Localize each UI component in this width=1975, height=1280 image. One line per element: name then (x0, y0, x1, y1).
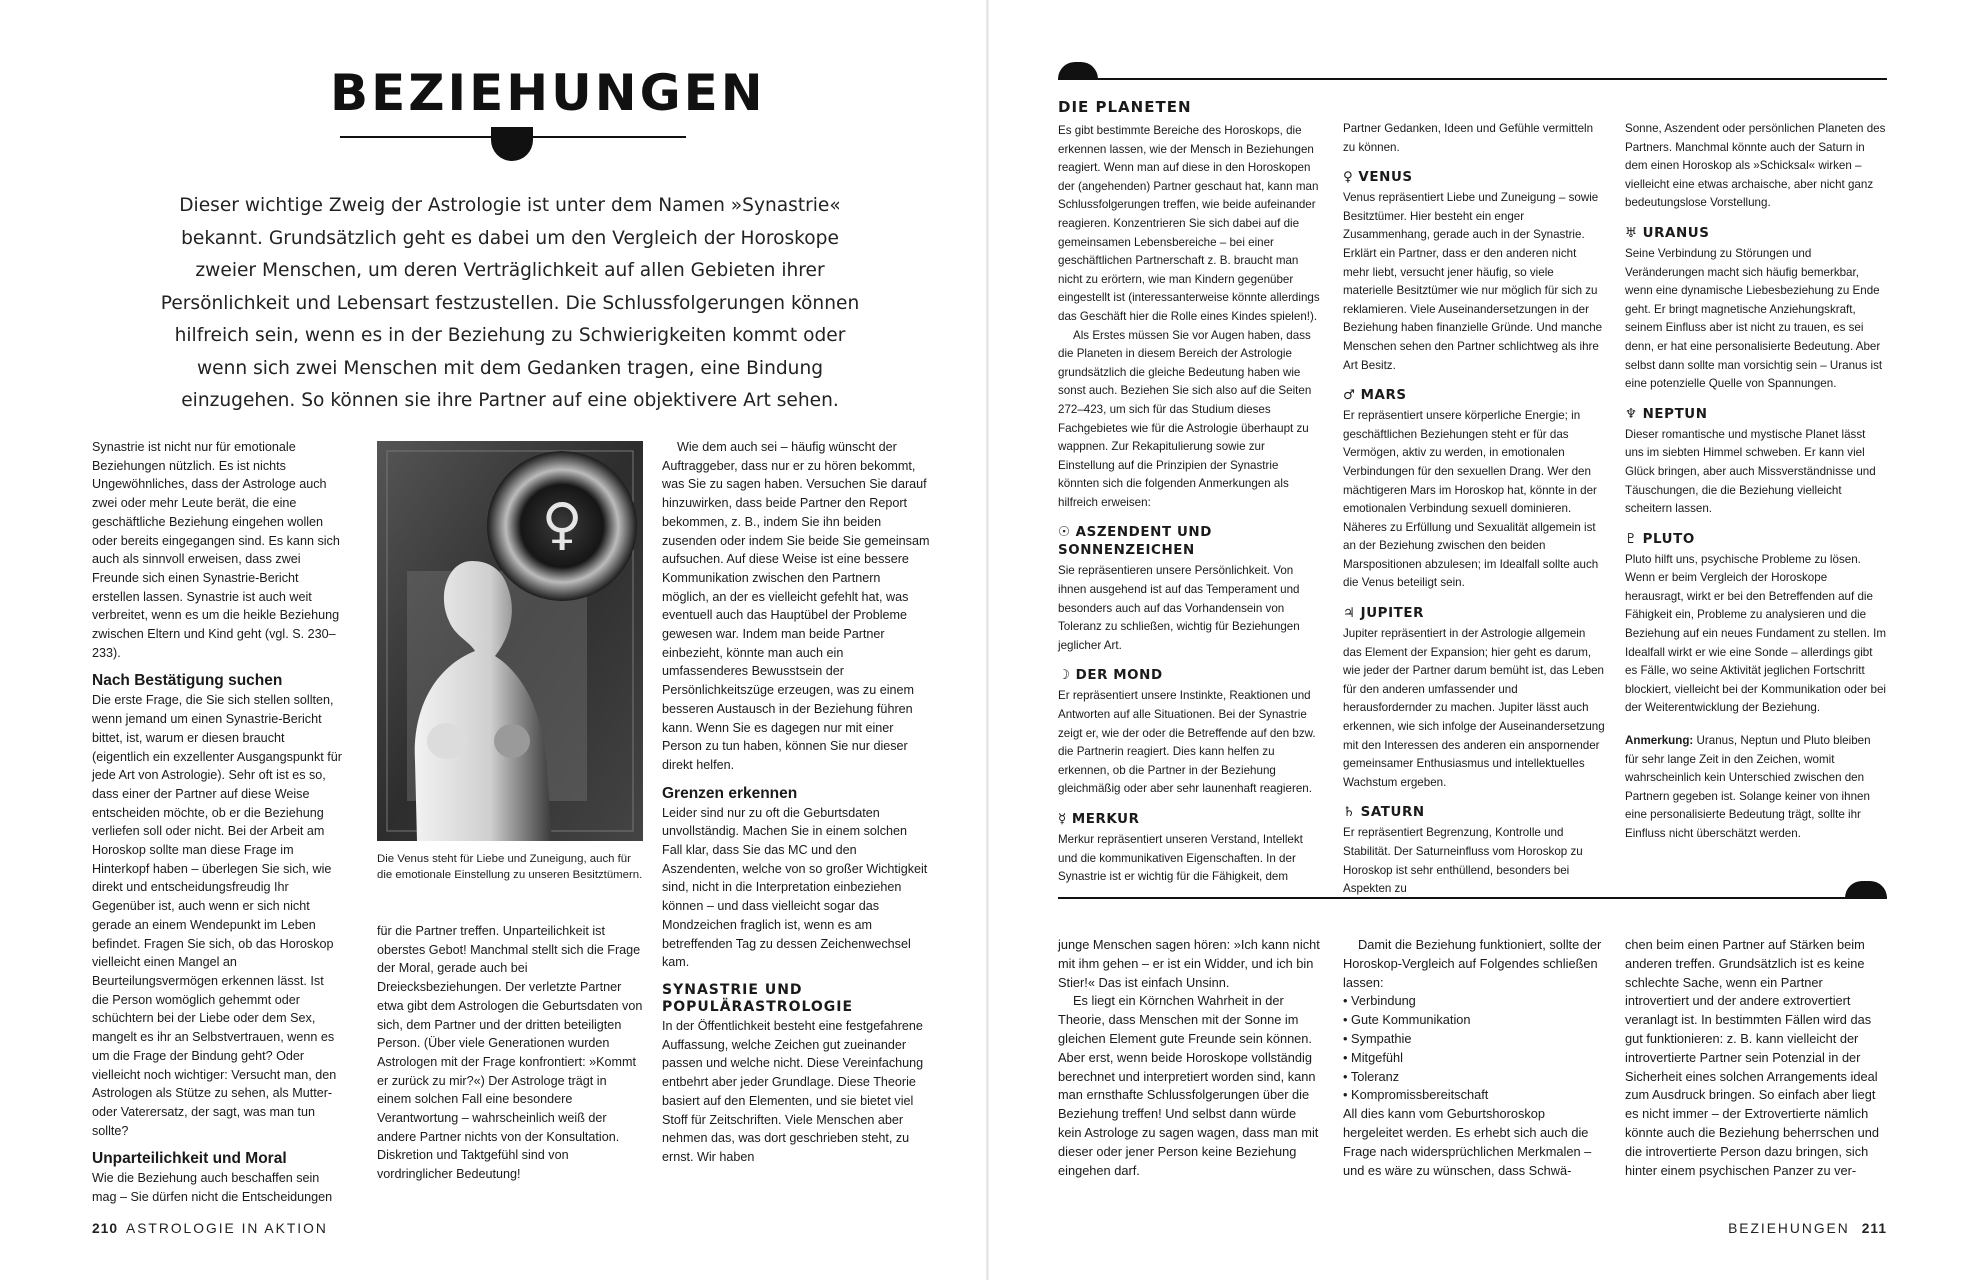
heading-merkur: ☿ MERKUR (1058, 812, 1140, 827)
page-number: 210 (92, 1221, 119, 1236)
venus-icon: ♀ (1343, 170, 1354, 186)
heading-mars: ♂ MARS (1343, 388, 1407, 404)
saturn-icon: ♄ (1343, 805, 1356, 821)
right-column-2 (1343, 120, 1605, 899)
page-folio-left (92, 1221, 328, 1236)
note-label: Anmerkung: (1625, 734, 1694, 748)
body-paragraph: Wie dem auch sei – häufig wünscht der Auftraggeber, dass nur er zu hören bekommt, was Sie zu sagen haben. Versuchen Sie darauf hinzuwirken, dass beide Partner den Report bekommen, z. B., indem Sie ihn beiden zusenden oder indem Sie beide Sie gemeinsam aufsuchen. Auf diese Weise ist eine bessere Kommunikation zwischen den Partnern möglich, an der es vielleicht gefehlt hat, was eventuell auch das Hauptübel der Probleme gewesen war. Indem man beide Partner einbezieht, könnte man auch ein umfassenderes Bewusstsein der Persönlichkeitszüge erzeugen, was zu einem besseren Austausch in der Beziehung führen kann. Wenn Sie es dagegen nur mit einer Person zu tun haben, können Sie nur dieser direkt helfen. (662, 440, 930, 772)
list-item: • Kompromissbereitschaft (1343, 1086, 1607, 1105)
svg-text:♀: ♀ (541, 492, 583, 557)
page-number: 211 (1861, 1221, 1887, 1236)
sun-icon: ☉ (1058, 525, 1071, 541)
checklist (1343, 992, 1607, 1105)
body-paragraph: Wie die Beziehung auch beschaffen sein mag – Sie dürfen nicht die Entscheidungen (92, 1171, 333, 1205)
running-head: ASTROLOGIE IN AKTION (126, 1221, 328, 1236)
body-paragraph: Als Erstes müssen Sie vor Augen haben, dass die Planeten in diesem Bereich der Astrologie grundsätzlich die gleiche Bedeutung haben wie sonst auch. Beziehen Sie sich also auf die Seiten 272–423, um sich für das Studium dieses Fachgebietes wie für die Astrologie überhaupt zu wappnen. Zur Rekapitulierung sowie zur Einstellung auf die Prinzipien der Synastrie könnten sich die folgenden Anmerkungen als hilfreich erweisen: (1058, 328, 1312, 509)
neptune-icon: ♆ (1625, 406, 1638, 422)
body-paragraph: für die Partner treffen. Unparteilichkeit ist oberstes Gebot! Manchmal stellt sich die Frage der Moral, gerade auch bei Dreiecksbeziehungen. Der verletzte Partner etwa gibt dem Astrologen die Geburtsdaten von sich, dem Partner und der dritten beteiligten Person. (Über viele Generationen wurden Astrologen mit der Frage konfrontiert: »Kommt er zurück zu mir?«) Der Astrologe trägt in einem solchen Fall eine besondere Verantwortung – wahrscheinlich weiß der andere Partner nichts von der Konsultation. Diskretion und Taktgefühl sind von vordringlicher Bedeutung! (377, 924, 643, 1182)
bottom-column-1 (1058, 936, 1322, 1180)
bottom-column-2 (1343, 936, 1607, 1180)
body-paragraph: Damit die Beziehung funktioniert, sollte der Horoskop-Vergleich auf Folgendes schließen lassen: (1343, 937, 1602, 990)
body-paragraph: Merkur repräsentiert unseren Verstand, Intellekt und die kommunikativen Eigenschaften. In der Synastrie ist er wichtig für die Fähigkeit, dem (1058, 833, 1303, 884)
left-page (0, 0, 987, 1280)
section-heading: Nach Bestätigung suchen (92, 672, 283, 690)
heading-aszendent: ☉ ASZENDENT UND SONNENZEICHEN (1058, 525, 1212, 559)
intro-paragraph: Dieser wichtige Zweig der Astrologie ist unter dem Namen »Synastrie« bekannt. Grundsätzlich geht es dabei um den Vergleich der Horoskope zweier Menschen, um deren Verträglichkeit auf allen Gebieten ihrer Persönlichkeit und Lebensart festzustellen. Die Schlussfolgerungen können hilfreich sein, wenn es in der Beziehung zu Schwierigkeiten kommt oder wenn sich zwei Menschen mit dem Gedanken tragen, eine Bindung einzugehen. So können sie ihre Partner auf eine objektivere Art sehen. (160, 195, 860, 411)
list-item: • Mitgefühl (1343, 1049, 1607, 1068)
page-folio-right (1728, 1221, 1887, 1236)
body-paragraph: In der Öffentlichkeit besteht eine festgefahrene Auffassung, welche Zeichen gut zueinander passen und welche nicht. Diese Vereinfachung entbehrt aber jeder Grundlage. Diese Theorie basiert auf den Elementen, und sie bietet viel Stoff für Zeitschriften. Viele Menschen aber nehmen das, was dort geschrieben steht, zu ernst. Wir haben (662, 1018, 924, 1164)
bottom-column-3 (1625, 936, 1889, 1180)
jupiter-icon: ♃ (1343, 606, 1356, 622)
middle-rule (1058, 897, 1887, 899)
running-head: BEZIEHUNGEN (1728, 1221, 1850, 1236)
body-paragraph: Sie repräsentieren unsere Persönlichkeit. Von ihnen ausgehend ist auf das Temperament und besonders auch auf das Vorhandensein von Toleranz zu schließen, wichtig für Beziehungen jeglicher Art. (1058, 564, 1300, 652)
uranus-icon: ♅ (1625, 225, 1638, 241)
heading-uranus: ♅ URANUS (1625, 225, 1710, 241)
body-paragraph: All dies kann vom Geburtshoroskop hergeleitet werden. Es erhebt sich auch die Frage nach widersprüchlichen Merkmalen – und es wäre zu wünschen, dass Schwä- (1343, 1106, 1592, 1178)
body-paragraph: Es gibt bestimmte Bereiche des Horoskops, die erkennen lassen, wie der Mensch in Beziehungen reagiert. Wenn man auf diese in den Horoskopen der (angehenden) Partner geschaut hat, kann man Schlussfolgerungen treffen, wie beide aufeinander reagieren. Konzentrieren Sie sich dabei auf die gemeinsamen Lebensbereiche – bei einer geschäftlichen Partnerschaft z. B. braucht man nicht zu erörtern, wie man Kindern gegenüber eingestellt ist (interessanterweise könnte allerdings das Geschäft hier die Rolle eines Kindes spielen!). (1058, 124, 1320, 323)
planets-heading: DIE PLANETEN (1058, 98, 1192, 116)
mars-icon: ♂ (1343, 388, 1356, 404)
body-paragraph: Sonne, Aszendent oder persönlichen Planeten des Partners. Manchmal könnte auch der Saturn in dem einen Horoskop als »Schicksal« wirken – vielleicht eine etwas archaische, aber nicht ganz bedeutungslose Vorstellung. (1625, 122, 1886, 210)
heading-mond: ☽ DER MOND (1058, 668, 1163, 684)
heading-saturn: ♄ SATURN (1343, 805, 1425, 821)
body-paragraph: Dieser romantische und mystische Planet lässt uns im siebten Himmel schweben. Er kann viel Glück bringen, aber auch Missverständnisse und Täuschungen, die die Beziehung vielleicht scheitern lassen. (1625, 427, 1876, 516)
body-paragraph: Es liegt ein Körnchen Wahrheit in der Theorie, dass Menschen mit der Sonne im gleichen Element gute Freunde sein können. Aber erst, wenn beide Horoskope vollständig berechnet und interpretiert worden sind, kann man ernsthafte Schlussfolgerungen über die Beziehung treffen! Und selbst dann würde kein Astrologe zu sagen wagen, dass man mit dieser oder jener Person keine Beziehung eingehen darf. (1058, 993, 1319, 1178)
body-paragraph: junge Menschen sagen hören: »Ich kann nicht mit ihm gehen – er ist ein Widder, und ich bin Stier!« Das ist einfach Unsinn. (1058, 937, 1320, 990)
title-ornament (491, 127, 533, 161)
heading-venus: ♀ VENUS (1343, 170, 1413, 186)
right-column-3 (1625, 120, 1887, 844)
body-paragraph: Venus repräsentiert Liebe und Zuneigung – sowie Besitztümer. Hier besteht ein enger Zusammenhang, gerade auch in der Synastrie. Erklärt ein Partner, dass er den anderen nicht mehr liebt, versucht jener häufig, so viele materielle Besitztümer wie nur möglich für sich zu reklamieren. Viele Auseinandersetzungen in der Beziehung haben finanzielle Gründe. Und manche Menschen sehen den Partner schlichtweg als ihre Art Besitz. (1343, 191, 1603, 372)
heading-neptun: ♆ NEPTUN (1625, 406, 1708, 422)
right-column-1 (1058, 98, 1320, 887)
list-item: • Sympathie (1343, 1030, 1607, 1049)
body-paragraph: Er repräsentiert unsere Instinkte, Reaktionen und Antworten auf alle Situationen. Bei der Synastrie zeigt er, wie der oder die Betreffende auf den bzw. die Partnerin reagiert. Dies kann helfen zu erkennen, ob die Partner in der Beziehung gleichmäßig oder aber sehr launenhaft reagieren. (1058, 689, 1316, 796)
body-paragraph: Leider sind nur zu oft die Geburtsdaten unvollständig. Machen Sie in einem solchen Fall klar, dass Sie das MC und den Aszendenten, welche von so großer Wichtigkeit sind, nicht in die Interpretation einbeziehen können – und dass vielleicht sogar das Mondzeichen fraglich ist, wenn es am betreffenden Tag zu dessen Zeichenwechsel kam. (662, 805, 928, 970)
body-paragraph: Seine Verbindung zu Störungen und Veränderungen macht sich häufig bemerkbar, wenn eine dynamische Liebesbeziehung zu Ende geht. Er bringt magnetische Anziehungskraft, seinem Einfluss aber ist nicht zu trauen, es sei denn, er hat eine personalisierte Bedeutung. Aber selbst dann sollte man vorsichtig sein – Uranus ist eine potenzielle Quelle von Spannungen. (1625, 246, 1883, 391)
body-paragraph: Die erste Frage, die Sie sich stellen sollten, wenn jemand um einen Synastrie-Bericht bittet, ist, warum er diesen braucht (eigentlich ein exzellenter Ausgangspunkt für jede Art von Astrologie). Sehr oft ist es so, dass einer der Partner auf diese Weise entscheiden möchte, ob er die Beziehung verliefen soll oder nicht. Bei der Arbeit am Horoskop sollte man diese Frage im Hinterkopf haben – überlegen Sie sich, wie direkt und entscheidungsfreudig Ihr Gegenüber ist, auch wenn er sich nicht gerade an einem Wendepunkt im Leben befindet. Fragen Sie sich, ob das Horoskop vielleicht einen Mangel an Beurteilungsvermögen erkennen lässt. Ist die Person womöglich gehemmt oder schüchtern bei der Liebe oder dem Sex, mangelt es ihr an Selbstvertrauen, wenn es um die Frage der Bindung geht? Oder vielleicht noch wichtiger: Versucht man, den Astrologen als Stütze zu sehen, als Mutter- oder Vaterersatz, der sagt, was man tun sollte? (92, 693, 342, 1138)
section-heading: Unparteilichkeit und Moral (92, 1150, 287, 1168)
middle-rule-ornament (1845, 881, 1887, 898)
body-paragraph: chen beim einen Partner auf Stärken beim anderen treffen. Grundsätzlich ist es keine schlechte Sache, wenn ein Partner introvertiert und der andere extrovertiert veranlagt ist. In bestimmten Fällen wird das gut funktionieren: z. B. kann vielleicht der introvertierte Partner sein Potenzial in der Sicherheit eines solchen Arrangements ideal zum Ausdruck bringen. So einfach aber liegt es nicht immer – der Extrovertierte nämlich könnte auch die Beziehung beherrschen und die introvertierte Person dazu bringen, sich hinter einem psychischen Panzer zu ver- (1625, 937, 1879, 1178)
page-title: BEZIEHUNGEN (330, 64, 766, 122)
list-item: • Verbindung (1343, 992, 1607, 1011)
body-paragraph: Er repräsentiert unsere körperliche Energie; in geschäftlichen Beziehungen steht er für das Vermögen, aktiv zu werden, in emotionalen Verbindungen für den sexuellen Drang. Wer den mächtigeren Mars im Horoskop hat, könnte in der emotionalen Verbindung sexuell dominieren. Näheres zu Erfüllung und Sexualität allgemein ist an der Beziehung zwischen den beiden Marspositionen abzulesen; im Idealfall sollte auch die Venus beteiligt sein. (1343, 409, 1599, 590)
body-paragraph: Jupiter repräsentiert in der Astrologie allgemein das Element der Expansion; hier geht es darum, wie jeder der Partner darum bemüht ist, das Leben für den anderen umfassender und herausfordernder zu machen. Jupiter lässt auch erkennen, wie sich infolge der Auseinandersetzung mit den Interessen des anderen ein anspornender gemeinsamer Enthusiasmus und intellektuelles Wachstum ergeben. (1343, 627, 1605, 789)
heading-pluto: ♇ PLUTO (1625, 531, 1695, 547)
body-paragraph: Pluto hilft uns, psychische Probleme zu lösen. Wenn er beim Vergleich der Horoskope herausragt, wirkt er bei den Betreffenden auf die Fähigkeit ein, Probleme zu analysieren und die Beziehung auf ein neues Fundament zu stellen. Im Idealfall wirkt er wie eine Sonde – allerdings gibt es Fälle, wo seine Aktivität jeglichen Fortschritt blockiert, vielleicht bei der Kommunikation oder bei der Weiterentwicklung der Beziehung. (1625, 552, 1887, 715)
note-paragraph: Anmerkung: Uranus, Neptun und Pluto bleiben für sehr lange Zeit in den Zeichen, womit wahrscheinlich kein Unterschied zwischen den Partnern gegeben ist. Solange keiner von ihnen eine personalisierte Bedeutung trägt, sollte ihr Einfluss nicht überschätzt werden. (1625, 734, 1871, 840)
top-rule (1058, 78, 1887, 80)
left-column-2 (377, 922, 643, 1184)
section-heading: Grenzen erkennen (662, 784, 798, 802)
section-heading: SYNASTRIE UND POPULÄRASTROLOGIE (662, 981, 854, 1015)
venus-statue-image (377, 441, 643, 841)
pluto-icon: ♇ (1625, 531, 1638, 547)
body-paragraph: Partner Gedanken, Ideen und Gefühle vermitteln zu können. (1343, 122, 1594, 154)
body-paragraph: Er repräsentiert Begrenzung, Kontrolle und Stabilität. Der Saturneinfluss vom Horoskop zu Horoskop ist sehr enthüllend, besonders bei Aspekten zu (1343, 826, 1583, 896)
list-item: • Gute Kommunikation (1343, 1011, 1607, 1030)
right-page (988, 0, 1975, 1280)
moon-icon: ☽ (1058, 668, 1071, 684)
body-paragraph: Synastrie ist nicht nur für emotionale Beziehungen nützlich. Es ist nichts Ungewöhnliches, dass der Astrologe auch zwei oder mehr Leute berät, die eine geschäftliche Beziehung eingehen wollen oder bereits eingegangen sind. Es kann sich auch als sinnvoll erweisen, dass zwei Freunde sich einen Synastrie-Bericht erstellen lassen. Synastrie ist auch weit verbreitet, wenn es um die heikle Beziehung zwischen Eltern und Kind geht (vgl. S. 230–233). (92, 440, 340, 660)
heading-jupiter: ♃ JUPITER (1343, 606, 1425, 622)
mercury-icon: ☿ (1058, 812, 1067, 827)
top-rule-ornament (1058, 62, 1098, 79)
left-column-3 (662, 438, 930, 1167)
image-caption: Die Venus steht für Liebe und Zuneigung, auch für die emotionale Einstellung zu unseren Besitztümern. (377, 853, 643, 881)
list-item: • Toleranz (1343, 1068, 1607, 1087)
venus-photo (377, 441, 643, 841)
left-column-1 (92, 438, 342, 1207)
